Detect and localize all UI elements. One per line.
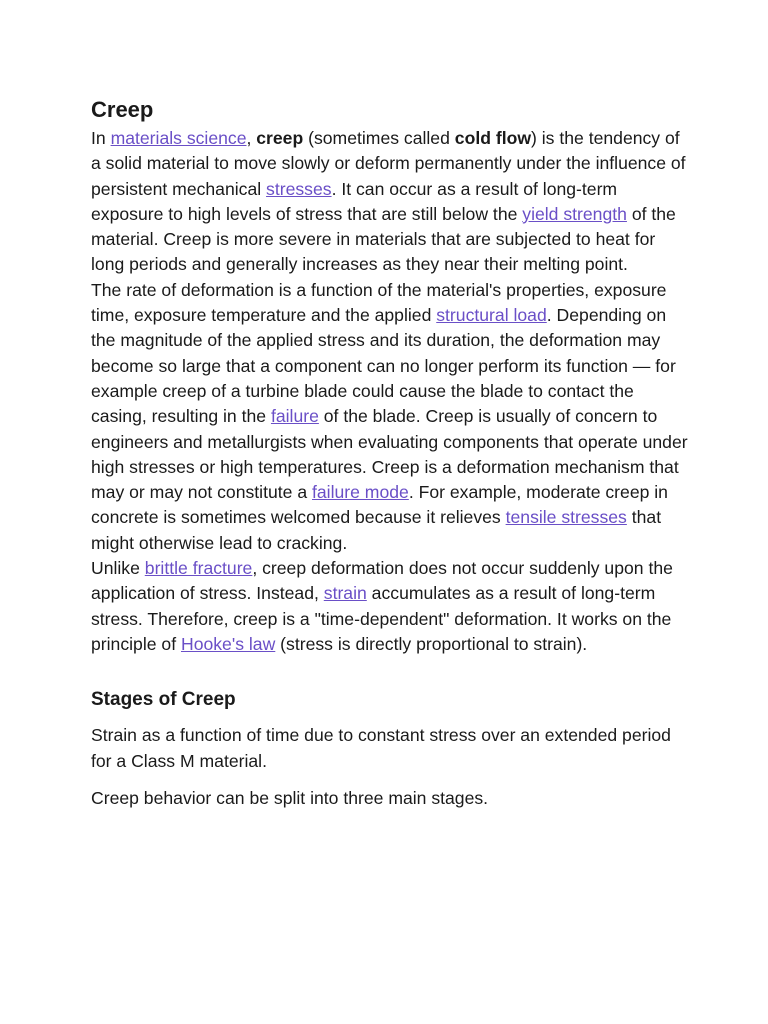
text-run: . For example, moderate creep in concrete is sometimes welcomed because it relieves — [91, 482, 668, 528]
link-stresses[interactable]: stresses — [266, 178, 332, 199]
section-heading-stages: Stages of Creep — [91, 689, 236, 711]
stages-paragraph: Creep behavior can be split into three main stages. — [91, 787, 489, 808]
page-title: Creep — [91, 97, 154, 122]
text-run: (sometimes called — [303, 128, 455, 148]
text-run: of the material. Creep is more severe in materials that are subjected to heat for long periods and generally increases as they near their melting point. — [91, 203, 676, 275]
term-cold-flow: cold flow — [454, 128, 532, 148]
intro-paragraph — [91, 126, 691, 278]
link-failure[interactable]: failure — [270, 406, 319, 427]
link-yield-strength[interactable]: yield strength — [522, 203, 627, 224]
text-run: that might otherwise lead to cracking. — [91, 507, 662, 553]
text-run: ) is the tendency of a solid material to move slowly or deform permanently under the influence of persistent mechanical — [91, 128, 686, 199]
link-materials-science[interactable]: materials science — [110, 128, 247, 148]
link-hookes-law[interactable]: Hooke's law — [180, 633, 276, 654]
link-failure-mode[interactable]: failure mode — [312, 482, 409, 503]
text-run: of the blade. Creep is usually of concern to engineers and metallurgists when evaluating components that operate under high stresses or high temperatures. Creep is a deformation mechanism that may or may not constitute a — [91, 406, 688, 503]
text-run: In — [91, 128, 111, 148]
text-run: (stress is directly proportional to strain). — [275, 633, 588, 654]
strain-paragraph: Strain as a function of time due to constant stress over an extended period for a Class M material. — [91, 725, 671, 771]
text-run: . It can occur as a result of long-term exposure to high levels of stress that are still below the — [91, 178, 618, 224]
text-run: , — [246, 128, 257, 148]
link-brittle-fracture[interactable]: brittle fracture — [144, 558, 253, 579]
link-structural-load[interactable]: structural load — [436, 305, 547, 326]
text-run: . Depending on the magnitude of the applied stress and its duration, the deformation may become so large that a component can no longer perform its function — for example creep of a turbine blade could cause the blade to contact the casing, resulting in the — [91, 305, 676, 427]
article-body — [91, 96, 691, 823]
text-run: The rate of deformation is a function of the material's properties, exposure time, exposure temperature and the applied — [91, 279, 667, 326]
brittle-fracture-paragraph — [91, 556, 691, 657]
deformation-paragraph — [91, 278, 691, 556]
text-run: accumulates as a result of long-term stress. Therefore, creep is a "time-dependent" deformation. It works on the principle of — [91, 583, 672, 654]
text-run: , creep deformation does not occur suddenly upon the application of stress. Instead, — [91, 558, 673, 604]
term-creep: creep — [256, 128, 304, 148]
text-run: Unlike — [91, 558, 145, 579]
link-strain[interactable]: strain — [323, 583, 367, 604]
link-tensile-stresses[interactable]: tensile stresses — [505, 507, 627, 528]
